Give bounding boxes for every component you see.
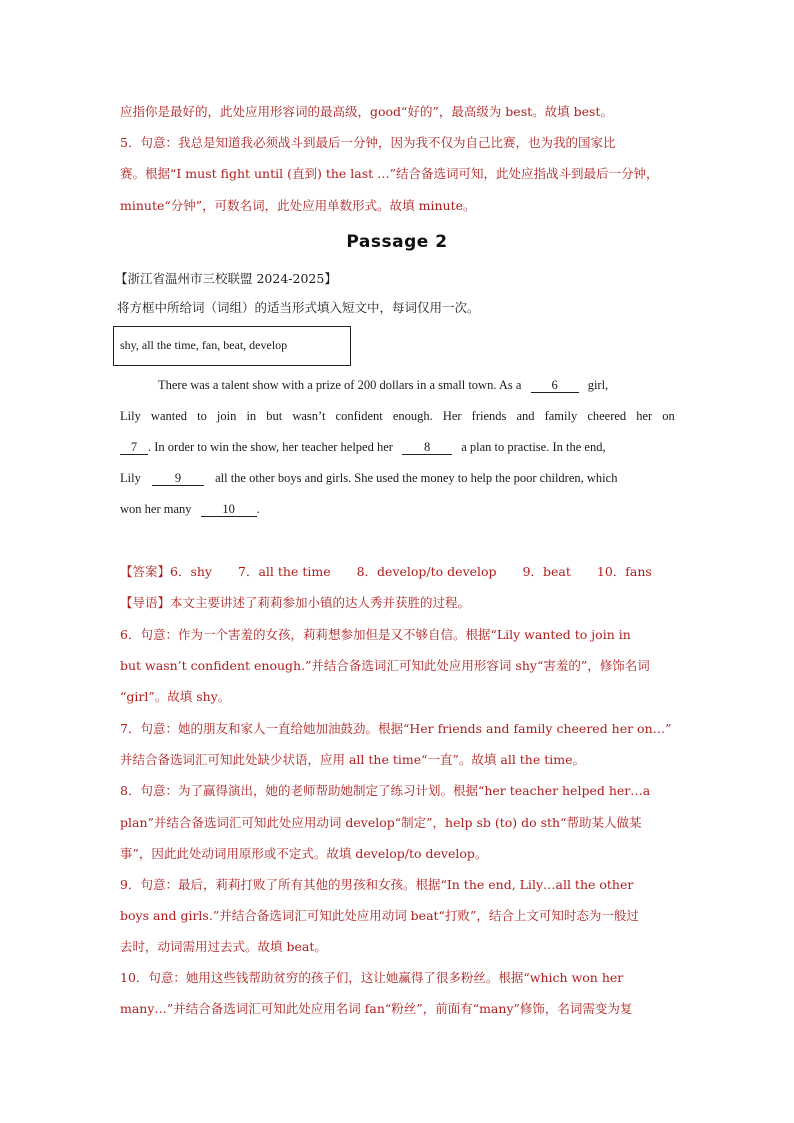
guide-line: 【导语】本文主要讲述了莉莉参加小镇的达人秀并获胜的过程。	[120, 595, 471, 610]
explanation-line: 并结合备选词汇可知此处缺少状语，应用 all the time“一直”。故填 all the time。	[120, 752, 586, 767]
explanation-line: 9．句意：最后，莉莉打败了所有其他的男孩和女孩。根据“In the end, Lily…all the other	[120, 877, 634, 892]
explanation-line: 6．句意：作为一个害羞的女孩，莉莉想参加但是又不够自信。根据“Lily wanted to join in	[120, 627, 631, 642]
passage-line-2	[120, 407, 675, 425]
explanation-line: “girl”。故填 shy。	[120, 689, 231, 704]
word-box	[113, 326, 351, 366]
answer-10: 10．fans	[596, 564, 652, 579]
answer-8: 8．develop/to develop	[356, 564, 497, 579]
explanation-line: 7．句意：她的朋友和家人一直给她加油鼓劲。根据“Her friends and family cheered her on…”	[120, 721, 672, 736]
passage-word: wasn’t	[292, 409, 326, 423]
passage-word: Her	[442, 409, 462, 423]
answer-label: 【答案】	[120, 564, 171, 579]
explanation-line: 事”，因此此处动词用原形或不定式。故填 develop/to develop。	[120, 846, 488, 861]
passage-word: in	[246, 409, 257, 423]
explanation-line: but wasn’t confident enough.”并结合备选词汇可知此处应用形容词 shy“害羞的”，修饰名词	[120, 658, 650, 673]
word-box-text: shy, all the time, fan, beat, develop	[120, 338, 288, 352]
passage-line-3: 7 . In order to win the show, her teacher helped her 8 a plan to practise. In the end,	[120, 438, 675, 456]
explanation-line: 10．句意：她用这些钱帮助贫穷的孩子们，这让她赢得了很多粉丝。根据“which won her	[120, 970, 624, 985]
instruction: 将方框中所给词（词组）的适当形式填入短文中，每词仅用一次。	[117, 300, 480, 315]
blank-8: 8	[402, 440, 452, 455]
prev-answer-line-3: 赛。根据“I must fight until (直到) the last …”结合备选词可知，此处应指战斗到最后一分钟，	[120, 166, 659, 181]
passage-word: friends	[471, 409, 507, 423]
explanation-line: boys and girls.”并结合备选词汇可知此处应用动词 beat“打败”，结合上文可知时态为一般过	[120, 908, 639, 923]
passage-word: family	[544, 409, 578, 423]
passage-word: to	[197, 409, 207, 423]
blank-6: 6	[531, 378, 579, 393]
passage-word: Lily	[120, 409, 141, 423]
passage-word: wanted	[150, 409, 188, 423]
passage-line-4: Lily 9 all the other boys and girls. She used the money to help the poor children, which	[120, 471, 618, 485]
passage-line-1: There was a talent show with a prize of 200 dollars in a small town. As a 6 girl,	[158, 378, 609, 392]
prev-answer-line-2: 5．句意：我总是知道我必须战斗到最后一分钟，因为我不仅为自己比赛，也为我的国家比	[120, 135, 616, 150]
source-label: 【浙江省温州市三校联盟 2024-2025】	[115, 271, 337, 286]
blank-7: 7	[120, 440, 148, 455]
passage-word: cheered	[587, 409, 627, 423]
explanation-line: 去时，动词需用过去式。故填 beat。	[120, 939, 327, 954]
answer-7: 7．all the time	[238, 564, 331, 579]
passage-word: enough.	[392, 409, 433, 423]
passage-word: but	[266, 409, 283, 423]
passage-word: and	[516, 409, 535, 423]
explanation-line: 8．句意：为了赢得演出，她的老师帮助她制定了练习计划。根据“her teacher helped her…a	[120, 783, 651, 798]
answer-line	[120, 563, 680, 581]
prev-answer-line-4: minute“分钟”，可数名词，此处应用单数形式。故填 minute。	[120, 198, 476, 213]
explanation-line: plan”并结合备选词汇可知此处应用动词 develop“制定”，help sb (to) do sth“帮助某人做某	[120, 815, 642, 830]
explanation-line: many…”并结合备选词汇可知此处应用名词 fan“粉丝”，前面有“many”修饰，名词需变为复	[120, 1001, 633, 1016]
blank-10: 10	[201, 502, 257, 517]
passage-word: confident	[335, 409, 383, 423]
passage-word: on	[662, 409, 675, 423]
passage-title: Passage 2	[346, 232, 448, 252]
prev-answer-line-1: 应指你是最好的，此处应用形容词的最高级，good“好的”，最高级为 best。故填 best。	[120, 104, 613, 119]
passage-line-5: won her many 10 .	[120, 502, 260, 516]
passage-word: join	[216, 409, 237, 423]
answer-9: 9．beat	[522, 564, 571, 579]
answer-6: 6．shy	[170, 564, 212, 579]
passage-word: her	[636, 409, 653, 423]
blank-9: 9	[152, 471, 204, 486]
